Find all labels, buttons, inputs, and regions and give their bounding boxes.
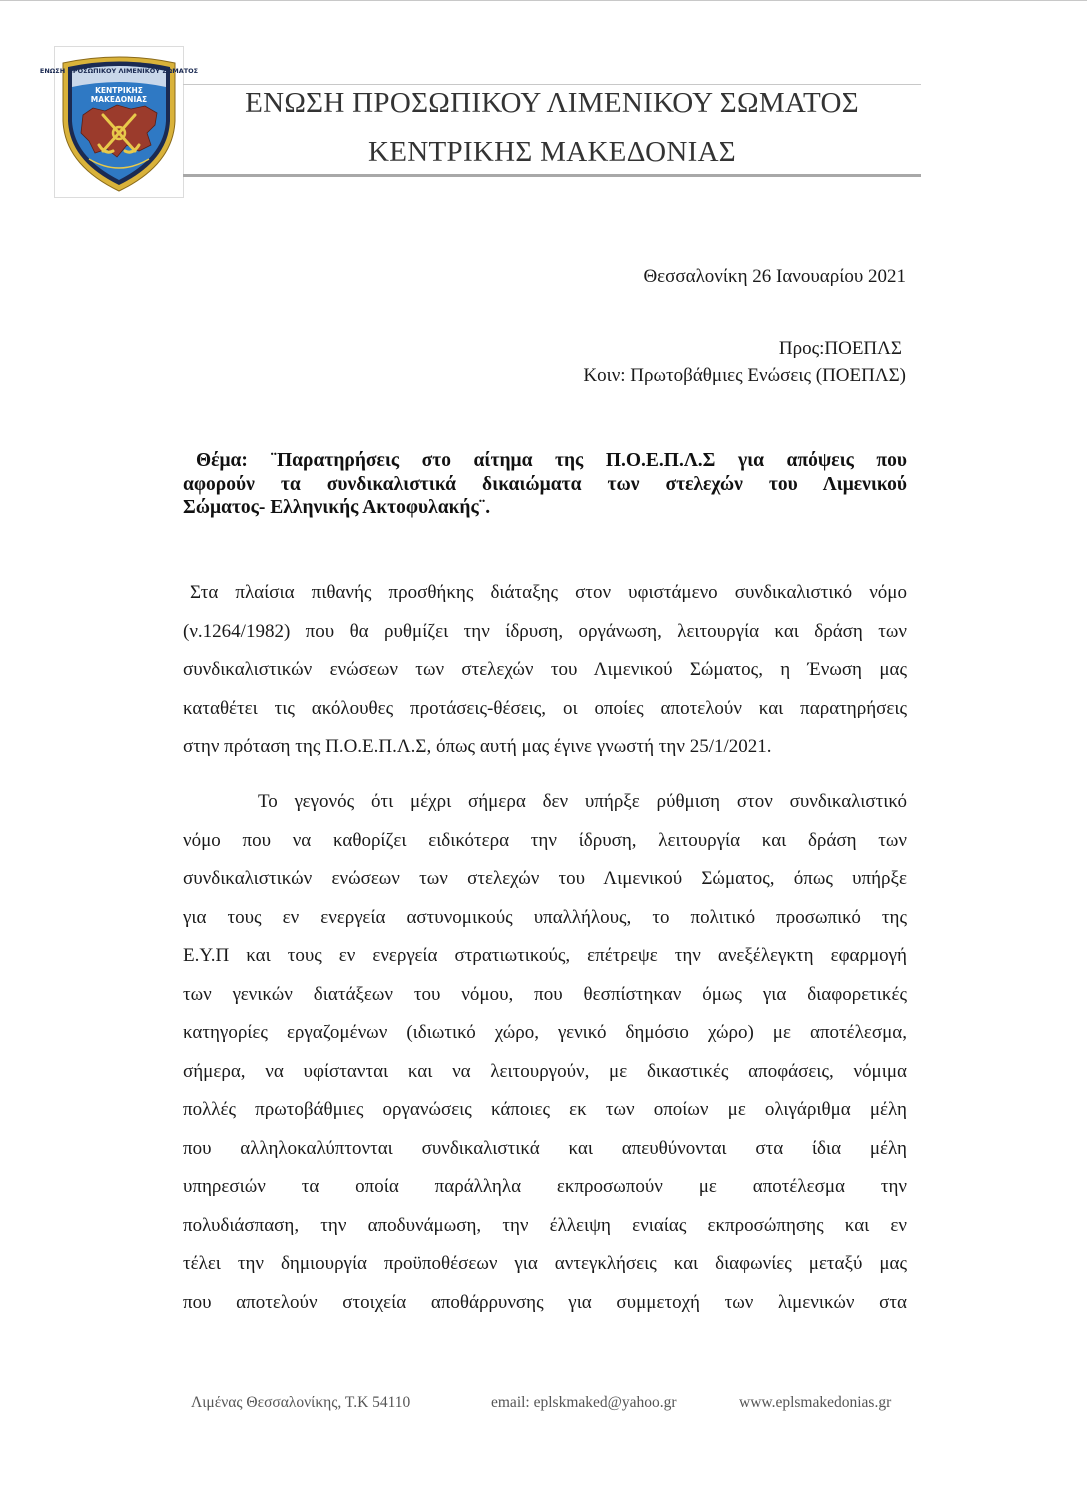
paragraph-line: συνδικαλιστικών ενώσεων των στελεχών του Λιμενικού Σώματος, η Ένωση μας [183,659,907,680]
footer-website[interactable]: www.eplsmakedonias.gr [739,1394,892,1411]
paragraph-line: υπηρεσιών τα οποία παράλληλα εκπροσωπούν με αποτέλεσμα την [183,1176,907,1197]
paragraph-line: συνδικαλιστικών ενώσεων των στελεχών του Λιμενικού Σώματος, όπως υπήρξε [183,868,907,889]
org-title-line1: ΕΝΩΣΗ ΠΡΟΣΩΠΙΚΟΥ ΛΙΜΕΝΙΚΟΥ ΣΩΜΑΤΟΣ [245,87,859,119]
org-title-line2: ΚΕΝΤΡΙΚΗΣ ΜΑΚΕΔΟΝΙΑΣ [368,136,736,168]
logo-text-mid1: ΚΕΝΤΡΙΚΗΣ [95,86,143,95]
subject-block [183,449,907,520]
union-logo [39,46,199,198]
paragraph-line: στην πρόταση της Π.Ο.Ε.Π.Λ.Σ, όπως αυτή μας έγινε γνωστή την 25/1/2021. [183,736,772,757]
recipient-cc: Κοιν: Πρωτοβάθμιες Ενώσεις (ΠΟΕΠΛΣ) [583,365,906,386]
recipient-to: Προς:ΠΟΕΠΛΣ [778,338,902,359]
header-rule-bottom [183,174,921,177]
footer-email[interactable]: email: eplskmaked@yahoo.gr [491,1394,677,1411]
paragraph-1 [183,574,907,767]
paragraph-line: των γενικών διατάξεων του νόμου, που θεσπίστηκαν όμως για διαφορετικές [183,983,907,1005]
subject-line: Σώματος- Ελληνικής Ακτοφυλακής¨. [183,497,491,518]
paragraph-line: για τους εν ενεργεία αστυνομικούς υπαλλήλους, το πολιτικό προσωπικό της [183,906,907,928]
date-line: Θεσσαλονίκη 26 Ιανουαρίου 2021 [643,266,906,287]
paragraph-line: (ν.1264/1982) που θα ρυθμίζει την ίδρυση, οργάνωση, λειτουργία και δράση των [183,620,907,642]
paragraph-line: τέλει την δημιουργία προϋποθέσεων για αντεγκλήσεις και διαφωνίες μεταξύ μας [183,1253,907,1274]
logo-text-mid2: ΜΑΚΕΔΟΝΙΑΣ [90,95,148,104]
subject-line: αφορούν τα συνδικαλιστικά δικαιώματα των στελεχών του Λιμενικού [183,473,907,495]
footer-address: Λιμένας Θεσσαλονίκης, Τ.Κ 54110 [191,1394,411,1411]
anchor-emblem-icon [39,53,199,193]
paragraph-line: που αλληλοκαλύπτονται συνδικαλιστικά και απευθύνονται στα ίδια μέλη [183,1137,907,1159]
paragraph-line: Το γεγονός ότι μέχρι σήμερα δεν υπήρξε ρύθμιση στον συνδικαλιστικό [258,791,907,812]
paragraph-line: σήμερα, να υφίστανται και να λειτουργούν, με δικαστικές αποφάσεις, νόμιμα [183,1060,907,1082]
page-top-border [0,0,1087,1]
paragraph-line: Ε.Υ.Π και τους εν ενεργεία στρατιωτικούς, επέτρεψε την ανεξέλεγκτη εφαρμογή [183,945,907,966]
paragraph-line: πολυδιάσπαση, την αποδυνάμωση, την έλλειψη ενιαίας εκπροσώπησης και εν [183,1214,907,1236]
paragraph-line: Στα πλαίσια πιθανής προσθήκης διάταξης στον υφιστάμενο συνδικαλιστικό νόμο [190,582,907,603]
paragraph-line: νόμο που να καθορίζει ειδικότερα την ίδρυση, λειτουργία και δράση των [183,829,907,851]
paragraph-2 [183,783,907,1322]
subject-line: Θέμα: ¨Παρατηρήσεις στο αίτημα της Π.Ο.Ε.Π.Λ.Σ για απόψεις που [196,450,907,471]
paragraph-line: καταθέτει τις ακόλουθες προτάσεις-θέσεις, οι οποίες αποτελούν και παρατηρήσεις [183,697,907,719]
paragraph-line: πολλές πρωτοβάθμιες οργανώσεις κάποιες εκ των οποίων με ολιγάριθμα μέλη [183,1099,907,1120]
paragraph-line: κατηγορίες εργαζομένων (ιδιωτικό χώρο, γενικό δημόσιο χώρο) με αποτέλεσμα, [183,1022,907,1043]
header-rule-top [183,84,921,85]
logo-text-top: ΕΝΩΣΗ ΠΡΟΣΩΠΙΚΟΥ ΛΙΜΕΝΙΚΟΥ ΣΩΜΑΤΟΣ [39,67,199,75]
paragraph-line: που αποτελούν στοιχεία αποθάρρυνσης για συμμετοχή των λιμενικών στα [183,1291,907,1313]
